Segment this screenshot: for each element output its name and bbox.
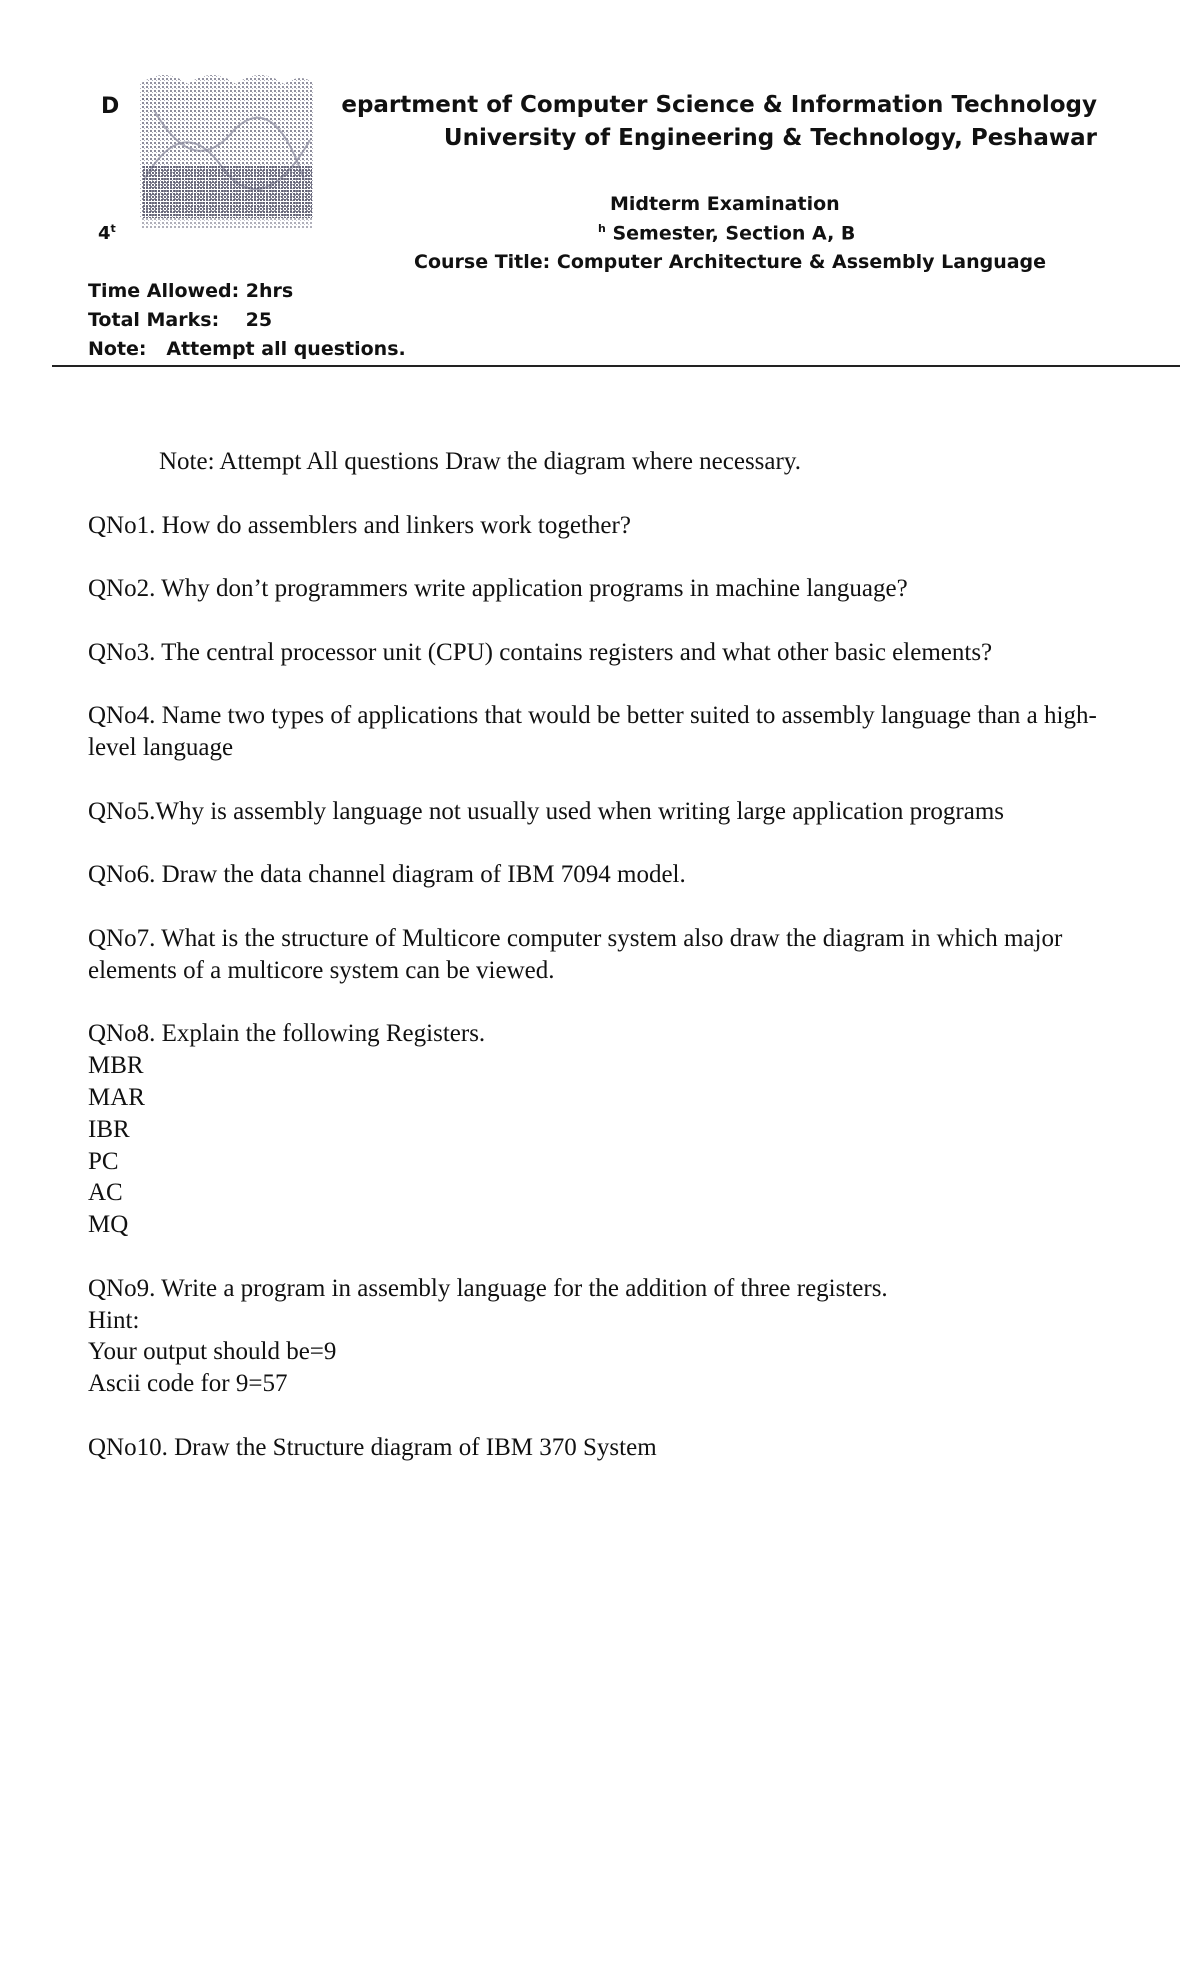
semester-number xyxy=(98,222,116,244)
question-10: QNo10. Draw the Structure diagram of IBM 370 System xyxy=(88,1433,657,1461)
question-7: QNo7. What is the structure of Multicore computer system also draw the diagram in which major elements of a multicore system can be viewed. xyxy=(88,924,1063,984)
dept-initial: D xyxy=(101,94,120,119)
time-allowed: Time Allowed: 2hrs xyxy=(88,280,294,302)
register-mar: MAR xyxy=(88,1083,145,1111)
register-pc: PC xyxy=(88,1147,119,1175)
total-marks xyxy=(88,309,272,331)
question-4: QNo4. Name two types of applications that would be better suited to assembly language than a high-level language xyxy=(88,702,1097,762)
semester-text: Semester, Section A, B xyxy=(612,222,856,245)
q9-hint-line-2: Ascii code for 9=57 xyxy=(88,1370,288,1398)
semester-line xyxy=(598,222,855,244)
question-5: QNo5.Why is assembly language not usually used when writing large application programs xyxy=(88,797,1005,825)
course-title: Course Title: Computer Architecture & Assembly Language xyxy=(414,251,1047,273)
question-3: QNo3. The central processor unit (CPU) contains registers and what other basic elements? xyxy=(88,638,993,666)
header-note xyxy=(88,338,406,360)
question-1: QNo1. How do assemblers and linkers work together? xyxy=(88,511,631,539)
register-ac: AC xyxy=(88,1179,123,1207)
total-marks-value: 25 xyxy=(245,309,273,331)
question-6: QNo6. Draw the data channel diagram of IBM 7094 model. xyxy=(88,861,686,889)
question-2: QNo2. Why don’t programmers write application programs in machine language? xyxy=(88,575,908,603)
header-note-value: Attempt all questions. xyxy=(166,338,406,360)
semester-sup-h: h xyxy=(598,222,606,235)
university-title: University of Engineering & Technology, Peshawar xyxy=(443,125,1097,151)
semester-number-value: 4 xyxy=(98,223,111,244)
total-marks-label: Total Marks: xyxy=(88,309,220,331)
register-mq: MQ xyxy=(88,1211,129,1239)
register-mbr: MBR xyxy=(88,1052,144,1080)
question-8: QNo8. Explain the following Registers. xyxy=(88,1020,486,1048)
university-logo xyxy=(134,70,320,236)
question-list xyxy=(88,446,1118,1464)
q9-hint-label: Hint: xyxy=(88,1306,140,1334)
header-divider xyxy=(52,365,1180,367)
q9-hint-line-1: Your output should be=9 xyxy=(88,1338,337,1366)
department-title: epartment of Computer Science & Information Technology xyxy=(341,92,1097,118)
register-ibr: IBR xyxy=(88,1115,130,1143)
intro-note: Note: Attempt All questions Draw the diagram where necessary. xyxy=(159,448,801,475)
question-9: QNo9. Write a program in assembly language for the addition of three registers. xyxy=(88,1274,888,1302)
semester-sup-t: t xyxy=(110,222,116,235)
header-note-label: Note: xyxy=(88,338,147,360)
exam-title: Midterm Examination xyxy=(610,193,840,215)
